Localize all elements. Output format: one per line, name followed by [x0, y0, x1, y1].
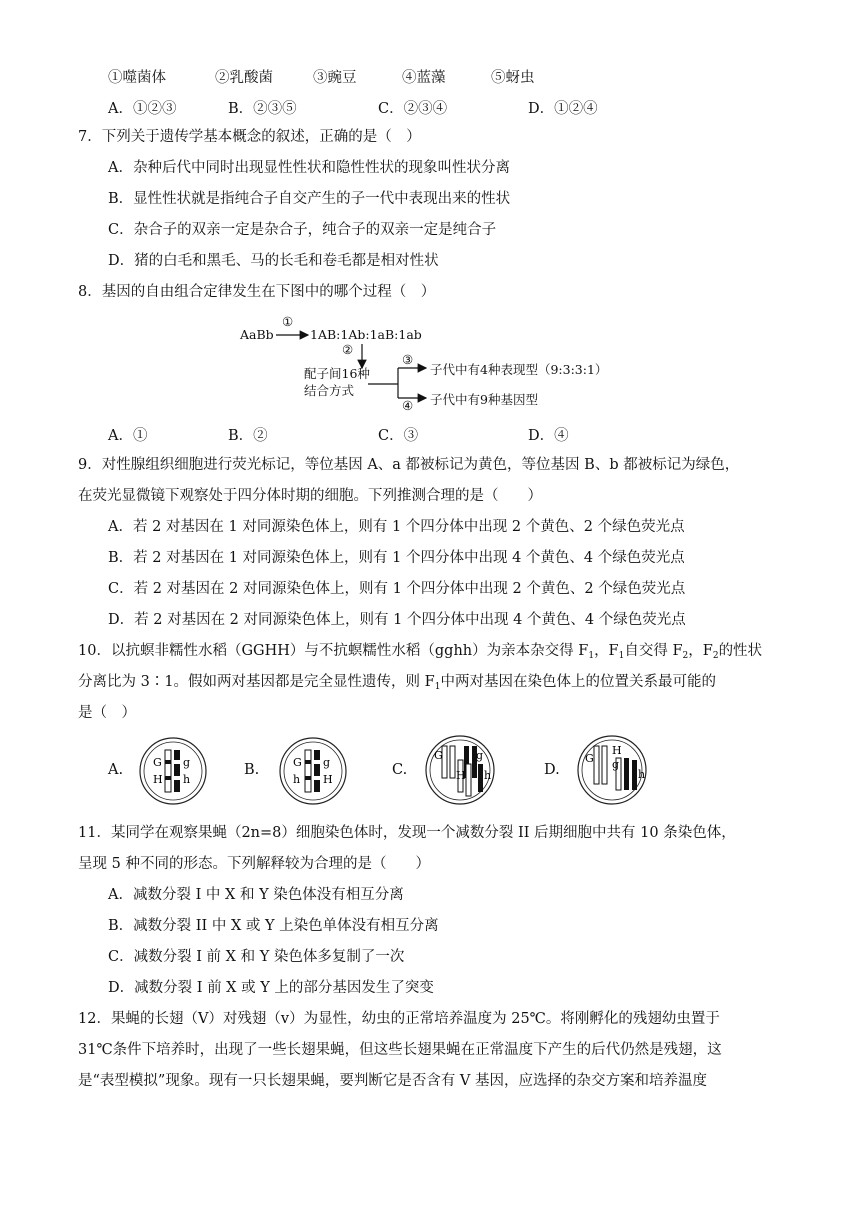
svg-text:G: G: [434, 749, 443, 762]
q6-option-d[interactable]: D．①②④: [528, 101, 598, 117]
q8-stem: 8．基因的自由组合定律发生在下图中的哪个过程（ ）: [78, 284, 436, 300]
q8-option-b[interactable]: B．②: [228, 428, 268, 444]
q11-option-a[interactable]: A．减数分裂 I 中 X 和 Y 染色体没有相互分离: [108, 887, 404, 903]
q10-stem-line-3: 是（ ）: [78, 705, 136, 721]
svg-text:H: H: [612, 744, 622, 757]
q9-option-c[interactable]: C．若 2 对基因在 2 对同源染色体上，则有 1 个四分体中出现 2 个黄色、2 个绿色荧光点: [108, 581, 686, 597]
cell-a-drawing: [138, 736, 208, 806]
svg-text:H: H: [153, 773, 163, 786]
q8-option-d[interactable]: D．④: [528, 428, 569, 444]
step-4-label: ④: [402, 398, 414, 413]
svg-text:g: g: [476, 749, 484, 762]
svg-text:g: g: [612, 758, 620, 771]
q10-option-b-label[interactable]: B.: [244, 762, 260, 778]
cell-c-drawing: [424, 734, 496, 806]
organism-4: ④蓝藻: [402, 70, 446, 86]
parent-genotype: AaBb: [240, 327, 274, 342]
phenotype-result: 子代中有4种表现型（9:3:3:1）: [430, 362, 608, 377]
cell-d-drawing: [576, 734, 648, 806]
q8-option-c[interactable]: C．③: [378, 428, 419, 444]
q9-option-a[interactable]: A．若 2 对基因在 1 对同源染色体上，则有 1 个四分体中出现 2 个黄色、2 个绿色荧光点: [108, 519, 685, 535]
q11-option-c[interactable]: C．减数分裂 I 前 X 和 Y 染色体多复制了一次: [108, 949, 405, 965]
q8-process-diagram: [240, 314, 640, 418]
q11-stem-line-1: 11．某同学在观察果蝇（2n=8）细胞染色体时，发现一个减数分裂 II 后期细胞中共有 10 条染色体，: [78, 825, 736, 841]
step-1-label: ①: [282, 314, 294, 329]
gamete-ratio: 1AB:1Ab:1aB:1ab: [310, 327, 422, 342]
q10-stem-line-1: 10．以抗螟非糯性水稻（GGHH）与不抗螟糯性水稻（gghh）为亲本杂交得 $F_1$，$F_1$自交得 $F_2$，$F_2$的性状: [78, 643, 763, 661]
q12-line-3: 是“表型模拟”现象。现有一只长翅果蝇，要判断它是否含有 V 基因，应选择的杂交方案和培养温度: [78, 1073, 708, 1089]
q10-option-c-label[interactable]: C.: [392, 762, 408, 778]
q6-option-a[interactable]: A．①②③: [108, 101, 177, 117]
step-3-label: ③: [402, 352, 414, 367]
svg-text:G: G: [585, 752, 594, 765]
svg-text:h: h: [183, 773, 191, 786]
combination-line-2: 结合方式: [304, 383, 355, 398]
q8-option-a[interactable]: A．①: [108, 428, 148, 444]
q9-stem-line-2: 在荧光显微镜下观察处于四分体时期的细胞。下列推测合理的是（ ）: [78, 488, 542, 504]
svg-text:h: h: [484, 769, 492, 782]
svg-text:G: G: [153, 756, 162, 769]
q7-option-d[interactable]: D．猪的白毛和黑毛、马的长毛和卷毛都是相对性状: [108, 253, 439, 269]
step-2-label: ②: [342, 342, 354, 357]
genotype-result: 子代中有9种基因型: [430, 392, 538, 407]
organism-1: ①噬菌体: [108, 70, 166, 86]
q9-option-d[interactable]: D．若 2 对基因在 2 对同源染色体上，则有 1 个四分体中出现 4 个黄色、4 个绿色荧光点: [108, 612, 686, 628]
q10-option-a-label[interactable]: A.: [108, 762, 124, 778]
q7-option-c[interactable]: C．杂合子的双亲一定是杂合子，纯合子的双亲一定是纯合子: [108, 222, 497, 238]
svg-text:G: G: [293, 756, 302, 769]
q7-option-b[interactable]: B．显性性状就是指纯合子自交产生的子一代中表现出来的性状: [108, 191, 511, 207]
organism-5: ⑤蚜虫: [491, 70, 535, 86]
q11-stem-line-2: 呈现 5 种不同的形态。下列解释较为合理的是（ ）: [78, 856, 430, 872]
svg-text:h: h: [293, 773, 301, 786]
q6-option-c[interactable]: C．②③④: [378, 101, 448, 117]
organism-2: ②乳酸菌: [215, 70, 273, 86]
q10-cell-b[interactable]: [278, 736, 348, 806]
svg-text:g: g: [183, 756, 191, 769]
svg-text:H: H: [456, 769, 466, 782]
svg-text:h: h: [638, 768, 646, 781]
q10-cell-d[interactable]: [576, 734, 648, 806]
q10-cell-a[interactable]: [138, 736, 208, 806]
q10-stem-line-2: 分离比为 3∶1。假如两对基因都是完全显性遗传，则 $F_1$中两对基因在染色体上的位置关系最可能的: [78, 674, 716, 692]
cell-b-drawing: [278, 736, 348, 806]
q10-option-d-label[interactable]: D.: [544, 762, 560, 778]
q10-cell-c[interactable]: [424, 734, 496, 806]
combination-line-1: 配子间16种: [304, 366, 370, 381]
organism-3: ③豌豆: [313, 70, 357, 86]
q12-line-2: 31℃条件下培养时，出现了一些长翅果蝇，但这些长翅果蝇在正常温度下产生的后代仍然是残翅，这: [78, 1042, 722, 1058]
q11-option-b[interactable]: B．减数分裂 II 中 X 或 Y 上染色单体没有相互分离: [108, 918, 439, 934]
svg-text:H: H: [323, 773, 333, 786]
q11-option-d[interactable]: D．减数分裂 I 前 X 或 Y 上的部分基因发生了突变: [108, 980, 434, 996]
svg-text:g: g: [323, 756, 331, 769]
q7-option-a[interactable]: A．杂种后代中同时出现显性性状和隐性性状的现象叫性状分离: [108, 160, 510, 176]
q12-line-1: 12．果蝇的长翅（V）对残翅（v）为显性，幼虫的正常培养温度为 25℃。将刚孵化的残翅幼虫置于: [78, 1011, 720, 1027]
q9-stem-line-1: 9．对性腺组织细胞进行荧光标记，等位基因 A、a 都被标记为黄色，等位基因 B、b 都被标记为绿色，: [78, 457, 740, 473]
q9-option-b[interactable]: B．若 2 对基因在 1 对同源染色体上，则有 1 个四分体中出现 4 个黄色、4 个绿色荧光点: [108, 550, 685, 566]
q7-stem: 7．下列关于遗传学基本概念的叙述，正确的是（ ）: [78, 129, 421, 145]
q6-option-b[interactable]: B．②③⑤: [228, 101, 297, 117]
